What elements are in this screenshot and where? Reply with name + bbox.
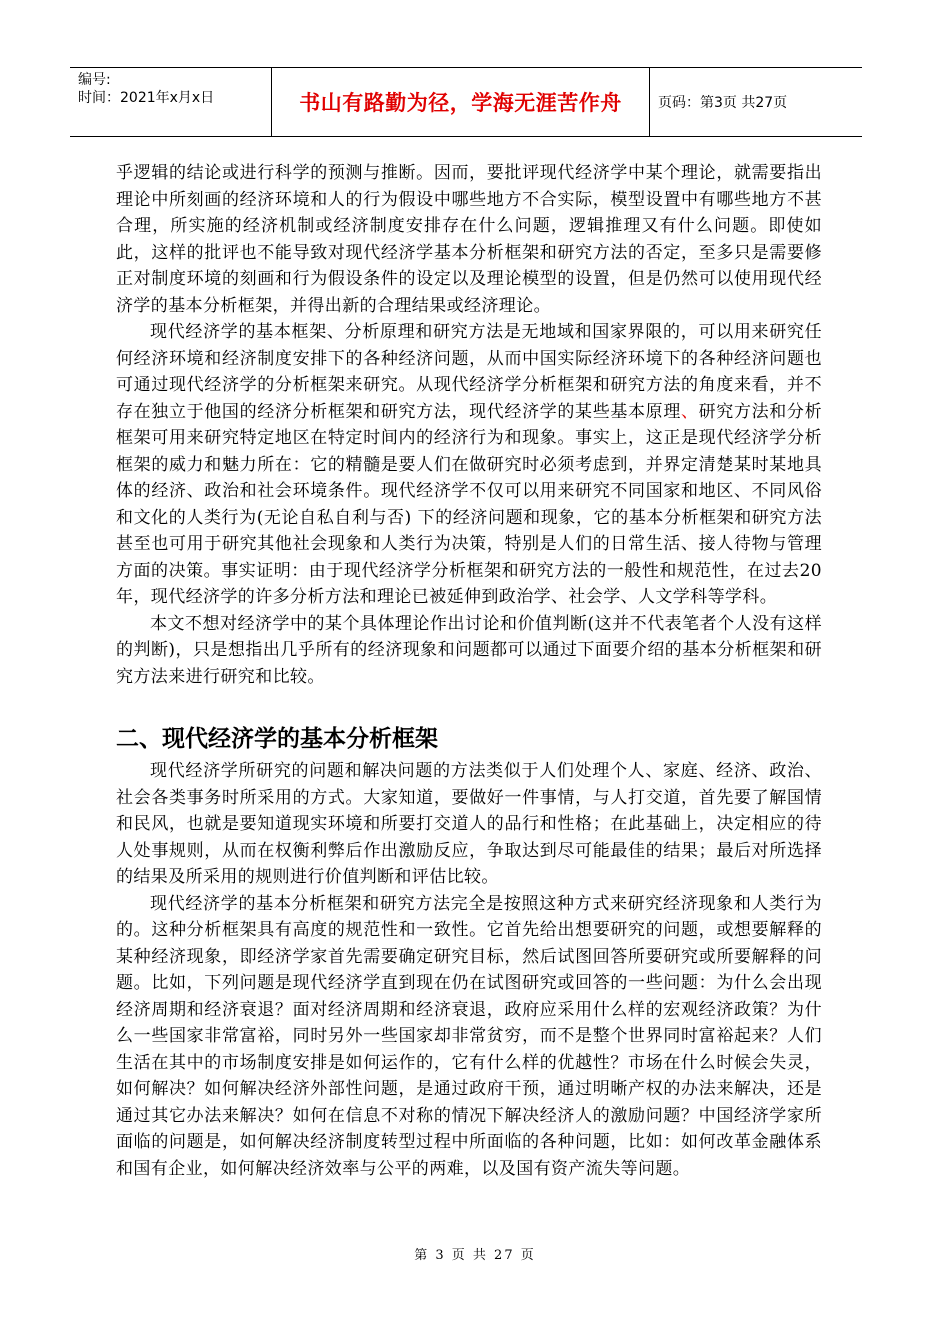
paragraph: 本文不想对经济学中的某个具体理论作出讨论和价值判断(这并不代表笔者个人没有这样的判断)，只是想指出几乎所有的经济现象和问题都可以通过下面要介绍的基本分析框架和研究方法来进行研究和比较。: [116, 613, 822, 687]
header-page-info: 页码：第3页 共27页: [658, 95, 788, 111]
page-header: [70, 67, 862, 137]
paragraph-continued: 乎逻辑的结论或进行科学的预测与推断。因而，要批评现代经济学中某个理论，就需要指出理论中所刻画的经济环境和人的行为假设中哪些地方不合实际，模型设置中有哪些地方不甚合理，所实施的经济机制或经济制度安排存在什么问题，逻辑推理又有什么问题。即使如此，这样的批评也不能导致对现代经济学基本分析框架和研究方法的否定，至多只是需要修正对制度环境的刻画和行为假设条件的设定以及理论模型的设置，但是仍然可以使用现代经济学的基本分析框架，并得出新的合理结果或经济理论。: [116, 163, 822, 316]
document-number-label: 编号:: [78, 72, 111, 88]
header-motto-cell: [272, 68, 650, 136]
section-heading: 二、现代经济学的基本分析框架: [116, 726, 438, 752]
paragraph-text: 现代经济学的基本框架、分析原理和研究方法是无地域和国家界限的，可以用来研究任何经济环境和经济制度安排下的各种经济问题，从而中国实际经济环境下的各种经济问题也可通过现代经济学的分析框架来研究。从现代经济学分析框架和研究方法的角度来看，并不存在独立于他国的经济分析框架和研究方法，现代经济学的某些基本原理: [116, 322, 822, 422]
header-motto: 书山有路勤为径，学海无涯苦作舟: [299, 91, 622, 115]
highlighted-punctuation: 、: [680, 401, 699, 422]
page-footer: 第 3 页 共 27 页: [414, 1248, 536, 1263]
header-meta: [70, 68, 272, 136]
paragraph: [116, 319, 822, 611]
paragraph: 现代经济学所研究的问题和解决问题的方法类似于人们处理个人、家庭、经济、政治、社会各类事务时所采用的方式。大家知道，要做好一件事情，与人打交道，首先要了解国情和民风，也就是要知道现实环境和所要打交道人的品行和性格；在此基础上，决定相应的待人处事规则，从而在权衡利弊后作出激励反应，争取达到尽可能最佳的结果；最后对所选择的结果及所采用的规则进行价值判断和评估比较。: [116, 761, 822, 887]
paragraph-text: 研究方法和分析框架可用来研究特定地区在特定时间内的经济行为和现象。事实上，这正是现代经济学分析框架的威力和魅力所在：它的精髓是要人们在做研究时必须考虑到，并界定清楚某时某地具体的经济、政治和社会环境条件。现代经济学不仅可以用来研究不同国家和地区、不同风俗和文化的人类行为(无论自私自利与否) 下的经济问题和现象，它的基本分析框架和研究方法甚至也可用于研究其他社会现象和人类行为决策，特别是人们的日常生活、接人待物与管理方面的决策。事实证明：由于现代经济学分析框架和研究方法的一般性和规范性，在过去20年，现代经济学的许多分析方法和理论已被延伸到政治学、社会学、人文学科等学科。: [116, 401, 822, 607]
document-date: 时间：2021年x月x日: [78, 90, 215, 106]
paragraph: 现代经济学的基本分析框架和研究方法完全是按照这种方式来研究经济现象和人类行为的。这种分析框架具有高度的规范性和一致性。它首先给出想要研究的问题，或想要解释的某种经济现象，即经济学家首先需要确定研究目标，然后试图回答所要研究或所要解释的问题。比如，下列问题是现代经济学直到现在仍在试图研究或回答的一些问题：为什么会出现经济周期和经济衰退？面对经济周期和经济衰退，政府应采用什么样的宏观经济政策？为什么一些国家非常富裕，同时另外一些国家却非常贫穷，而不是整个世界同时富裕起来？人们生活在其中的市场制度安排是如何运作的，它有什么样的优越性？市场在什么时候会失灵，如何解决？如何解决经济外部性问题，是通过政府干预，通过明晰产权的办法来解决，还是通过其它办法来解决？如何在信息不对称的情况下解决经济人的激励问题？中国经济学家所面临的问题是，如何解决经济制度转型过程中所面临的各种问题，比如：如何改革金融体系和国有企业，如何解决经济效率与公平的两难，以及国有资产流失等问题。: [116, 893, 822, 1179]
document-body: [116, 160, 822, 1182]
